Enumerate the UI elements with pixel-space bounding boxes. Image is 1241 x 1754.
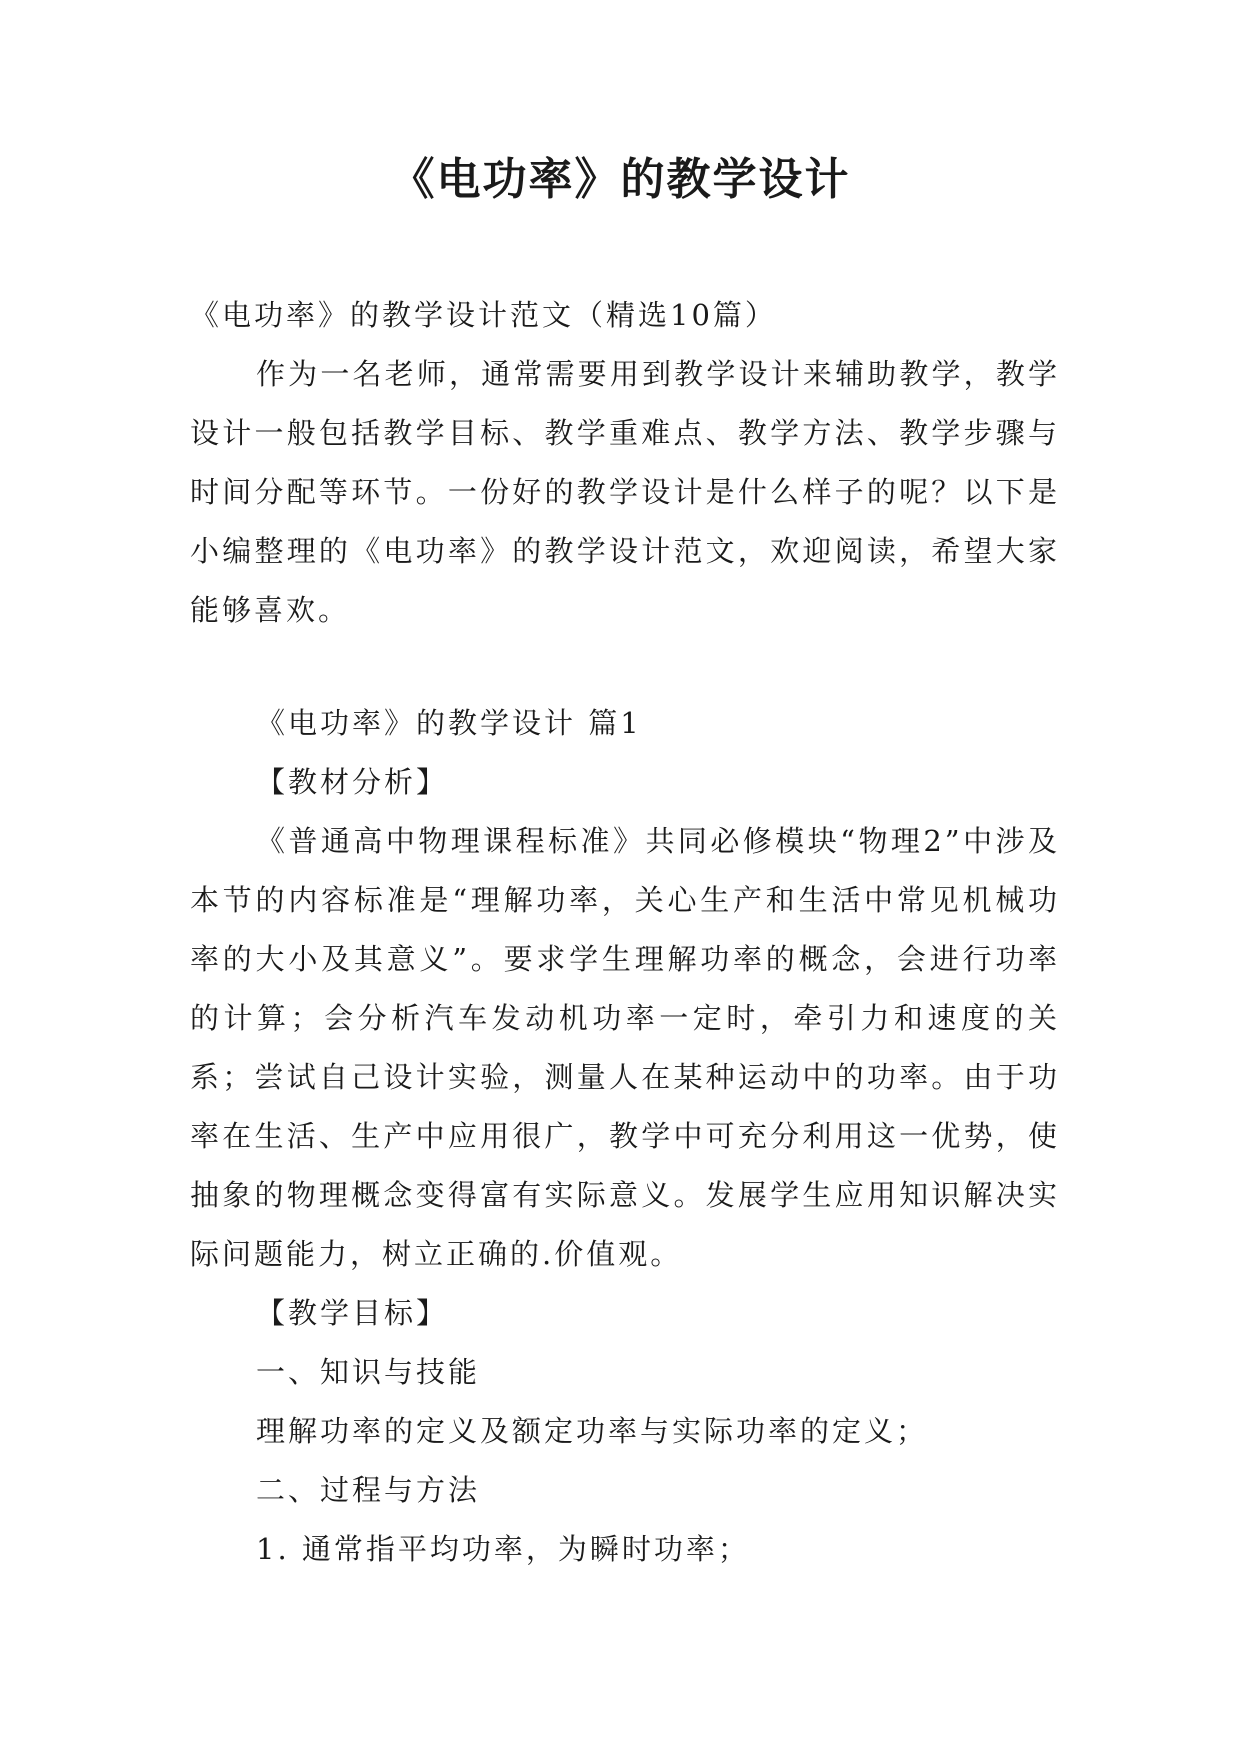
intro-paragraph: 作为一名老师，通常需要用到教学设计来辅助教学，教学设计一般包括教学目标、教学重难点、教学方法、教学步骤与时间分配等环节。一份好的教学设计是什么样子的呢？以下是小编整理的《电功率》的教学设计范文，欢迎阅读，希望大家能够喜欢。 (190, 357, 1060, 627)
paragraph-spacer (190, 640, 1060, 694)
document-subtitle: 《电功率》的教学设计范文（精选10篇） (190, 298, 777, 332)
process-methods-heading: 二、过程与方法 (256, 1473, 481, 1507)
textbook-analysis-paragraph: 《普通高中物理课程标准》共同必修模块“物理2”中涉及本节的内容标准是“理解功率，关心生产和生活中常见机械功率的大小及其意义”。要求学生理解功率的概念，会进行功率的计算；会分析汽车发动机功率一定时，牵引力和速度的关系；尝试自己设计实验，测量人在某种运动中的功率。由于功率在生活、生产中应用很广，教学中可充分利用这一优势，使抽象的物理概念变得富有实际意义。发展学生应用知识解决实际问题能力，树立正确的.价值观。 (190, 824, 1060, 1271)
process-methods-item: 1. 通常指平均功率，为瞬时功率； (256, 1532, 750, 1566)
document-title: 《电功率》的教学设计 (390, 154, 851, 205)
section-heading: 《电功率》的教学设计 篇1 (256, 706, 642, 740)
teaching-goals-heading: 【教学目标】 (256, 1296, 449, 1330)
document-body (190, 286, 1060, 1579)
knowledge-skills-text: 理解功率的定义及额定功率与实际功率的定义； (256, 1414, 929, 1448)
knowledge-skills-heading: 一、知识与技能 (256, 1355, 481, 1389)
textbook-analysis-heading: 【教材分析】 (256, 765, 449, 799)
